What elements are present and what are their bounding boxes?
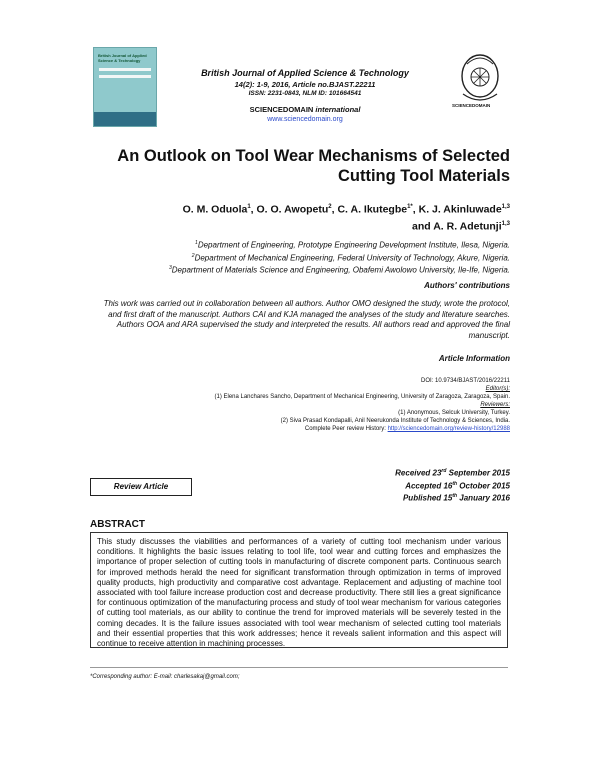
paper-title <box>90 146 510 186</box>
published-date: Published 15th January 2016 <box>402 493 510 503</box>
footnote-divider <box>90 667 508 668</box>
logo-caption: SCIENCEDOMAIN <box>452 103 491 108</box>
author-name: A. R. Adetunji <box>433 220 502 232</box>
author-name: K. J. Akinluwade <box>418 203 502 216</box>
author-list: O. M. Oduola$^1$, O. O. Awopetu$^2$, C. A. Ikutegbe$^{1*}$, K. J. Akinluwade$^{1,3}$ and A. R. Adetunji$^{1,3}$ <box>182 203 510 232</box>
editors-label: Editor(s): <box>485 386 510 392</box>
corresponding-author-footnote: *Corresponding author: E-mail: charlesakaj@gmail.com; <box>90 674 240 680</box>
contributions-text: This work was carried out in collaboration between all authors. Author OMO designed the study, wrote the protocol, and first draft of the manuscript. Authors CAI and KJA managed the analyses of the study and literature searches. Authors OOA and ARA supervised the study and interpreted the results. All authors read and approved the final manuscript. <box>103 299 510 340</box>
received-date: Received 23rd September 2015 <box>395 468 510 478</box>
cover-title: British Journal of Applied Science & Technology <box>98 53 147 63</box>
reviewer-item: (1) Anonymous, Selcuk University, Turkey. <box>398 410 510 416</box>
journal-cover-image <box>93 47 157 127</box>
cover-stripe <box>99 75 151 78</box>
abstract-text: This study discusses the viabilities and performances of a variety of cutting tool mechanism under various conditions. It highlights the basic issues relating to tool life, tool wear and cutting forces and emphasizes the importance of proper selection of cutting tools in manufacturing of discrete component parts. Continuous search for improved methods herald the need for significant transformation through optimization in terms of improved quality products, high productivity and comparative cost advantage. Replacement and adjusting of machine tool associated with tool failure increase production cost and decrease productivity. There still lies a great significance for continuous optimization of the manufacturing process and study of tool wear mechanism for various categories of cutting tool materials, as our ability to continue the trend for improved materials will be severely tested in the coming decades. It is the failure issues associated with tool wear mechanism of selected cutting tool materials and their essential properties that this work addresses; hence it reveals salient information and this aspect will continue to receive attention in machining processes. <box>97 537 501 649</box>
cover-footer-band <box>94 112 156 126</box>
journal-title: British Journal of Applied Science & Technology <box>201 68 409 78</box>
doi: DOI: 10.9734/BJAST/2016/22211 <box>421 378 510 384</box>
publisher-main: SCIENCEDOMAIN <box>249 105 314 114</box>
affiliation-list <box>50 238 510 276</box>
author-affil-mark: 1,3 <box>501 220 510 227</box>
review-history-link[interactable]: http://sciencedomain.org/review-history/12988 <box>387 426 510 432</box>
publisher-name <box>175 105 435 115</box>
author-affil-mark: 1,3 <box>501 204 510 210</box>
author-name: C. A. Ikutegbe <box>337 203 408 216</box>
author-affil-mark: 2 <box>328 204 332 210</box>
contributions-heading: Authors' contributions <box>424 281 510 290</box>
review-history-label: Complete Peer review History: <box>304 426 386 432</box>
reviewers-label: Reviewers: <box>480 402 510 408</box>
review-history <box>60 425 510 433</box>
paper-title-line: An Outlook on Tool Wear Mechanisms of Selected <box>117 147 510 165</box>
accepted-date: Accepted 16th October 2015 <box>405 480 510 491</box>
author-name: O. M. Oduola <box>182 203 248 216</box>
paper-title-line: Cutting Tool Materials <box>337 167 510 185</box>
affiliation-item: $^3$Department of Materials Science and Engineering, Obafemi Awolowo University, Ile-Ife, Nigeria. <box>168 265 510 275</box>
affiliation-item: $^2$Department of Mechanical Engineering, Federal University of Technology, Akure, Nigeria. <box>191 252 510 263</box>
affiliation-item: $^1$Department of Engineering, Prototype Engineering Development Institute, Ilesa, Nigeria. <box>195 240 510 250</box>
journal-issn: ISSN: 2231-0843, NLM ID: 101664541 <box>248 90 362 97</box>
journal-volume: 14(2): 1-9, 2016, Article no.BJAST.22211 <box>234 80 376 89</box>
author-name: O. O. Awopetu <box>256 203 329 216</box>
editor-item: (1) Elena Lanchares Sancho, Department of Mechanical Engineering, University of Zaragoza, Zaragoza, Spain. <box>214 394 510 400</box>
article-info-heading: Article Information <box>438 354 510 363</box>
sciencedomain-logo-icon <box>455 50 505 110</box>
publisher-suffix: international <box>315 105 361 114</box>
publication-dates <box>310 466 510 504</box>
abstract-box <box>90 532 508 648</box>
reviewer-item: (2) Siva Prasad Kondapalli, Anil Neerukonda Institute of Technology & Sciences, India. <box>280 418 510 424</box>
article-type-badge: Review Article <box>90 478 192 496</box>
publisher-url[interactable]: www.sciencedomain.org <box>267 116 343 123</box>
author-affil-mark: 1 <box>247 204 251 210</box>
author-affil-mark: 1* <box>407 204 413 210</box>
cover-stripe <box>99 68 151 71</box>
abstract-heading: ABSTRACT <box>90 519 145 530</box>
